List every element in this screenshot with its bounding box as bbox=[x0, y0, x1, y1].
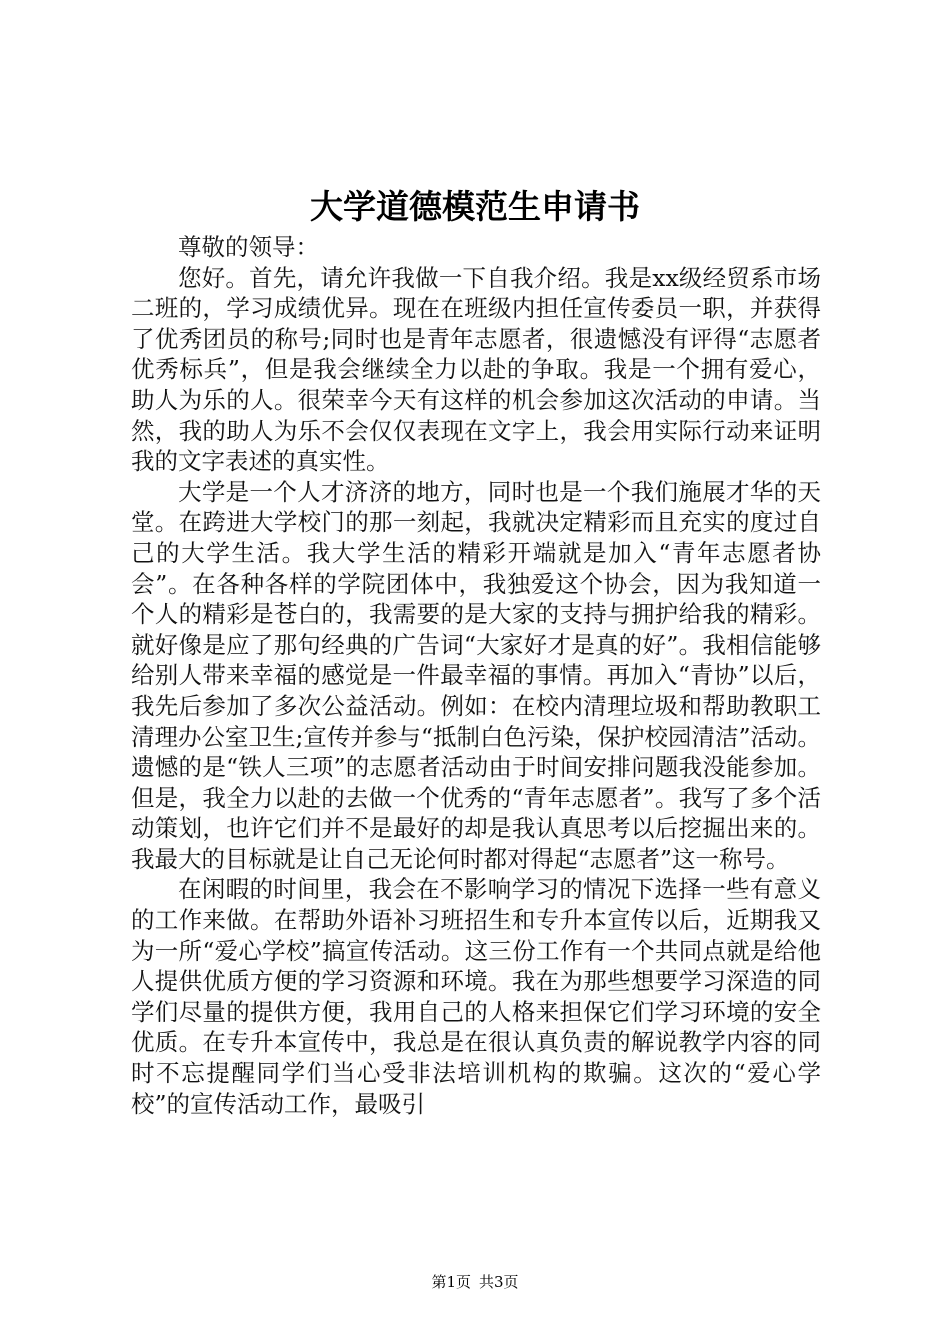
page-number: 第1页 bbox=[431, 1273, 471, 1291]
document-body bbox=[131, 232, 821, 1119]
leisure-work-paragraph: 在闲暇的时间里，我会在不影响学习的情况下选择一些有意义的工作来做。在帮助外语补习班招生和专升本宣传以后，近期我又为一所“爱心学校”搞宣传活动。这三份工作有一个共同点就是给他人提供优质方便的学习资源和环境。我在为那些想要学习深造的同学们尽量的提供方便，我用自己的人格来担保它们学习环境的安全优质。在专升本宣传中，我总是在很认真负责的解说教学内容的同时不忘提醒同学们当心受非法培训机构的欺骗。这次的“爱心学校”的宣传活动工作，最吸引 bbox=[131, 875, 821, 1118]
salutation-paragraph: 尊敬的领导： bbox=[178, 233, 319, 261]
document-title: 大学道德模范生申请书 bbox=[310, 187, 640, 226]
intro-paragraph: 您好。首先，请允许我做一下自我介绍。我是xx级经贸系市场二班的，学习成绩优异。现在在班级内担任宣传委员一职，并获得了优秀团员的称号;同时也是青年志愿者，很遗憾没有评得“志愿者优秀标兵”，但是我会继续全力以赴的争取。我是一个拥有爱心，助人为乐的人。很荣幸今天有这样的机会参加这次活动的申请。当然，我的助人为乐不会仅仅表现在文字上，我会用实际行动来证明我的文字表述的真实性。 bbox=[131, 263, 821, 476]
page-total: 共3页 bbox=[479, 1273, 519, 1291]
page-footer bbox=[0, 1272, 950, 1292]
volunteer-paragraph: 大学是一个人才济济的地方，同时也是一个我们施展才华的天堂。在跨进大学校门的那一刻起，我就决定精彩而且充实的度过自己的大学生活。我大学生活的精彩开端就是加入“青年志愿者协会”。在各种各样的学院团体中，我独爱这个协会，因为我知道一个人的精彩是苍白的，我需要的是大家的支持与拥护给我的精彩。就好像是应了那句经典的广告词“大家好才是真的好”。我相信能够给别人带来幸福的感觉是一件最幸福的事情。再加入“青协”以后，我先后参加了多次公益活动。例如：在校内清理垃圾和帮助教职工清理办公室卫生;宣传并参与“抵制白色污染，保护校园清洁”活动。遗憾的是“铁人三项”的志愿者活动由于时间安排问题我没能参加。但是，我全力以赴的去做一个优秀的“青年志愿者”。我写了多个活动策划，也许它们并不是最好的却是我认真思考以后挖掘出来的。我最大的目标就是让自己无论何时都对得起“志愿者”这一称号。 bbox=[131, 477, 821, 873]
